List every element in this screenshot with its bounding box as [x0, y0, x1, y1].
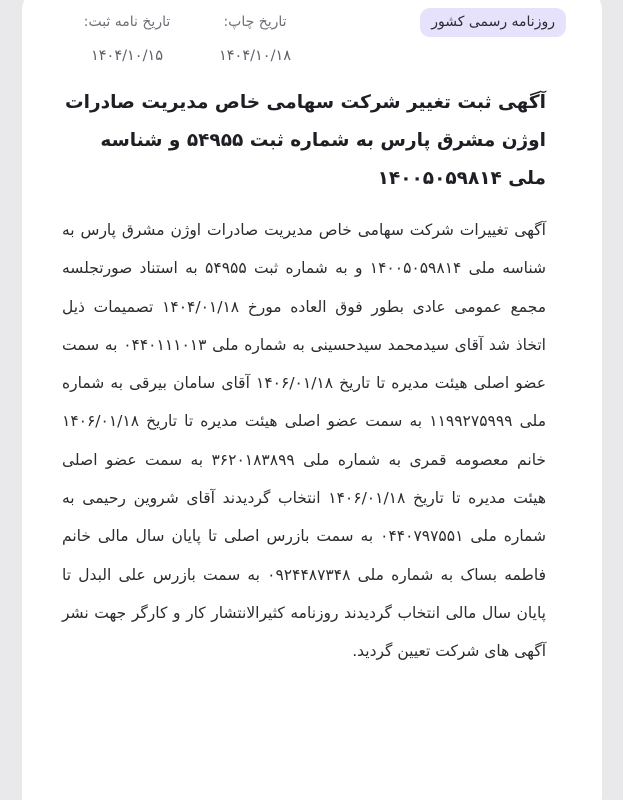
register-date-value: ۱۴۰۴/۱۰/۱۵ [90, 48, 164, 64]
notice-title: آگهی ثبت تغییر شرکت سهامی خاص مدیریت صادرات اوژن مشرق پارس به شماره ثبت ۵۴۹۵۵ و شناسه ملی ۱۴۰۰۵۰۵۹۸۱۴ [65, 92, 546, 189]
print-date-value: ۱۴۰۴/۱۰/۱۸ [218, 48, 292, 64]
notice-body: آگهی تغییرات شرکت سهامی خاص مدیریت صادرات اوژن مشرق پارس به شناسه ملی ۱۴۰۰۵۰۵۹۸۱۴ و به شماره ثبت ۵۴۹۵۵ به استناد صورتجلسه مجمع عمومی عادی بطور فوق العاده مورخ ۱۴۰۴/۰۱/۱۸ تصمیمات ذیل اتخاذ شد آقای سیدمحمد سیدحسینی به شماره ملی ۰۴۴۰۱۱۱۰۱۳ به سمت عضو اصلی هیئت مدیره تا تاریخ ۱۴۰۶/۰۱/۱۸ آقای سامان بیرقی به شماره ملی ۱۱۹۹۲۷۵۹۹۹ به سمت عضو اصلی هیئت مدیره تا تاریخ ۱۴۰۶/۰۱/۱۸ خانم معصومه قمری به شماره ملی ۳۶۲۰۱۸۳۸۹۹ به سمت عضو اصلی هیئت مدیره تا تاریخ ۱۴۰۶/۰۱/۱۸ انتخاب گردیدند آقای شروین رحیمی به شماره ملی ۰۴۴۰۷۹۷۵۵۱ به سمت بازرس اصلی تا پایان سال مالی خانم فاطمه بساک به شماره ملی ۰۹۲۴۴۸۷۳۴۸ به سمت بازرس علی البدل تا پایان سال مالی انتخاب گردیدند روزنامه کثیرالانتشار کار و کارگر جهت نشر آگهی های شرکت تعیین گردید. [62, 221, 547, 661]
print-date-group [190, 12, 320, 66]
notice-card [22, 0, 602, 800]
register-date-label: تاریخ نامه ثبت: [83, 14, 171, 30]
print-date-label: تاریخ چاپ: [223, 14, 287, 30]
register-date-group [62, 12, 192, 66]
source-badge[interactable]: روزنامه رسمی کشور [420, 8, 566, 37]
